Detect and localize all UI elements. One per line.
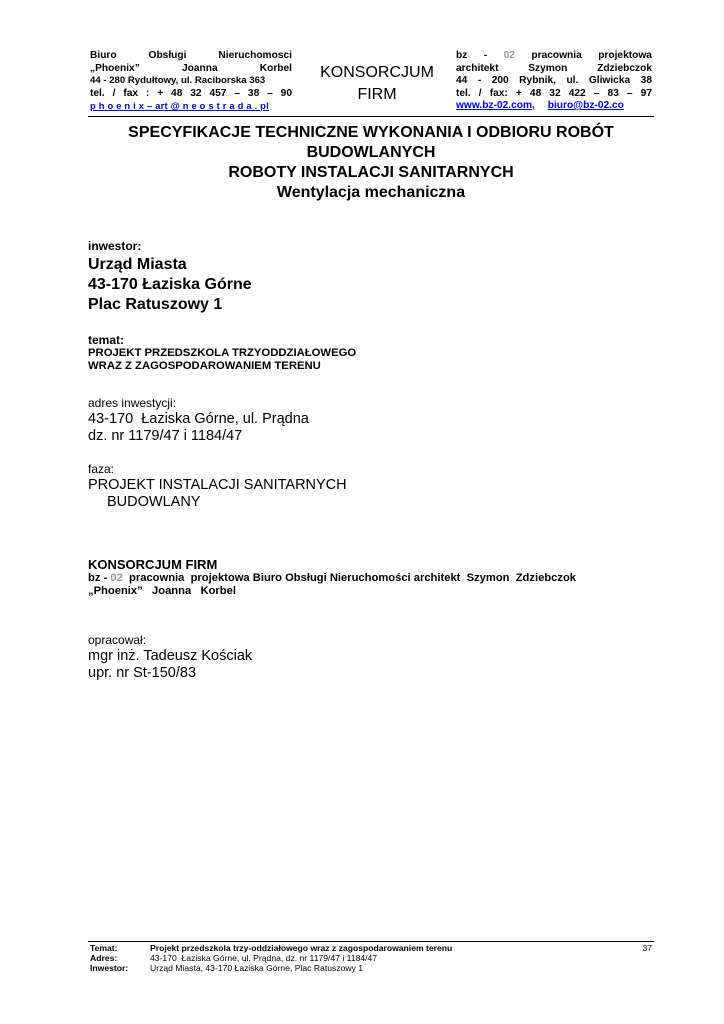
title-line-2: BUDOWLANYCH bbox=[306, 144, 436, 161]
footer-investor-label: Inwestor: bbox=[90, 963, 129, 973]
phase-line-1: PROJEKT INSTALACJI SANITARNYCH bbox=[88, 477, 347, 493]
phase-section bbox=[88, 462, 347, 511]
document-header bbox=[88, 50, 654, 116]
header-consortium-line1: KONSORCJUM bbox=[320, 64, 434, 81]
header-right-num: 02 bbox=[503, 50, 515, 61]
author-license: upr. nr St-150/83 bbox=[88, 665, 197, 681]
author-label: opracował: bbox=[88, 633, 147, 647]
address-line-1: 43-170 Łaziska Górne, ul. Prądna bbox=[88, 411, 309, 427]
header-left-owner: „Phoenix” Joanna Korbel bbox=[90, 62, 292, 74]
investor-section bbox=[88, 239, 252, 315]
topic-line-1: PROJEKT PRZEDSZKOLA TRZYODDZIAŁOWEGO bbox=[88, 347, 357, 359]
header-consortium-line2: FIRM bbox=[357, 86, 397, 103]
header-consortium bbox=[302, 50, 452, 106]
topic-line-2: WRAZ Z ZAGOSPODAROWANIEM TERENU bbox=[88, 360, 321, 372]
investor-label: inwestor: bbox=[88, 239, 142, 253]
header-left-email-link[interactable]: p h o e n i x – art @ n e o s t r a d a . pl bbox=[90, 100, 269, 111]
investor-name: Urząd Miasta bbox=[88, 256, 187, 273]
header-left-company bbox=[90, 50, 292, 113]
header-right-bz: bz - bbox=[456, 50, 488, 61]
header-right-www-link[interactable]: www.bz-02.com, bbox=[456, 100, 535, 111]
footer-address-label: Adres: bbox=[90, 953, 118, 963]
address-label: adres inwestycji: bbox=[88, 396, 177, 410]
investor-street: Plac Ratuszowy 1 bbox=[88, 296, 223, 313]
header-right-links bbox=[456, 100, 652, 113]
footer-topic-label: Temat: bbox=[90, 943, 118, 953]
header-right-studio bbox=[456, 50, 652, 63]
address-section bbox=[88, 396, 309, 445]
consortium-line1-rest: pracownia projektowa Biuro Obsługi Nieruchomości architekt Szymon Zdziebczok bbox=[129, 572, 577, 584]
header-right-company bbox=[456, 50, 652, 113]
title-line-4: Wentylacja mechaniczna bbox=[276, 184, 466, 201]
header-left-name: Biuro Obsługi Nieruchomosci bbox=[90, 50, 292, 61]
header-left-address: 44 - 280 Rydułtowy, ul. Raciborska 363 bbox=[90, 75, 266, 86]
topic-section bbox=[88, 333, 356, 373]
header-right-email-link[interactable]: biuro@bz-02.co bbox=[547, 100, 624, 111]
header-right-architect: architekt Szymon Zdziebczok bbox=[456, 62, 652, 74]
phase-label: faza: bbox=[88, 462, 115, 476]
phase-line-2: BUDOWLANY bbox=[107, 494, 201, 510]
footer-topic-value: Projekt przedszkola trzy-oddziałowego wraz z zagospodarowaniem terenu bbox=[150, 943, 453, 953]
consortium-bz: bz - bbox=[88, 572, 108, 584]
footer-address-value: 43-170 Łaziska Górne, ul. Prądna, dz. nr 1179/47 i 1184/47 bbox=[150, 953, 378, 963]
consortium-num: 02 bbox=[110, 572, 123, 584]
author-name: mgr inż. Tadeusz Kościak bbox=[88, 648, 253, 664]
consortium-title: KONSORCJUM FIRM bbox=[88, 557, 218, 572]
investor-city: 43-170 Łaziska Górne bbox=[88, 276, 252, 293]
address-line-2: dz. nr 1179/47 i 1184/47 bbox=[88, 428, 243, 444]
author-section bbox=[88, 633, 252, 682]
consortium-line-2: „Phoenix” Joanna Korbel bbox=[88, 585, 236, 597]
header-right-address: 44 - 200 Rybnik, ul. Gliwicka 38 bbox=[456, 75, 652, 86]
header-right-studio-rest: pracownia projektowa bbox=[531, 50, 652, 61]
topic-label: temat: bbox=[88, 333, 125, 347]
consortium-section bbox=[88, 557, 648, 598]
title-line-3: ROBOTY INSTALACJI SANITARNYCH bbox=[228, 164, 514, 181]
header-left-phone: tel. / fax : + 48 32 457 – 38 – 90 bbox=[90, 87, 292, 99]
document-title bbox=[88, 123, 654, 203]
consortium-line-1 bbox=[88, 572, 648, 585]
footer-investor-value: Urząd Miasta, 43-170 Łaziska Górne, Plac Ratuszowy 1 bbox=[150, 963, 364, 973]
header-right-phone: tel. / fax: + 48 32 422 – 83 – 97 bbox=[456, 87, 652, 99]
footer-divider bbox=[88, 941, 654, 942]
page-number: 37 bbox=[642, 943, 652, 953]
header-divider bbox=[88, 116, 654, 117]
title-line-1: SPECYFIKACJE TECHNICZNE WYKONANIA I ODBIORU ROBÓT bbox=[128, 124, 614, 141]
